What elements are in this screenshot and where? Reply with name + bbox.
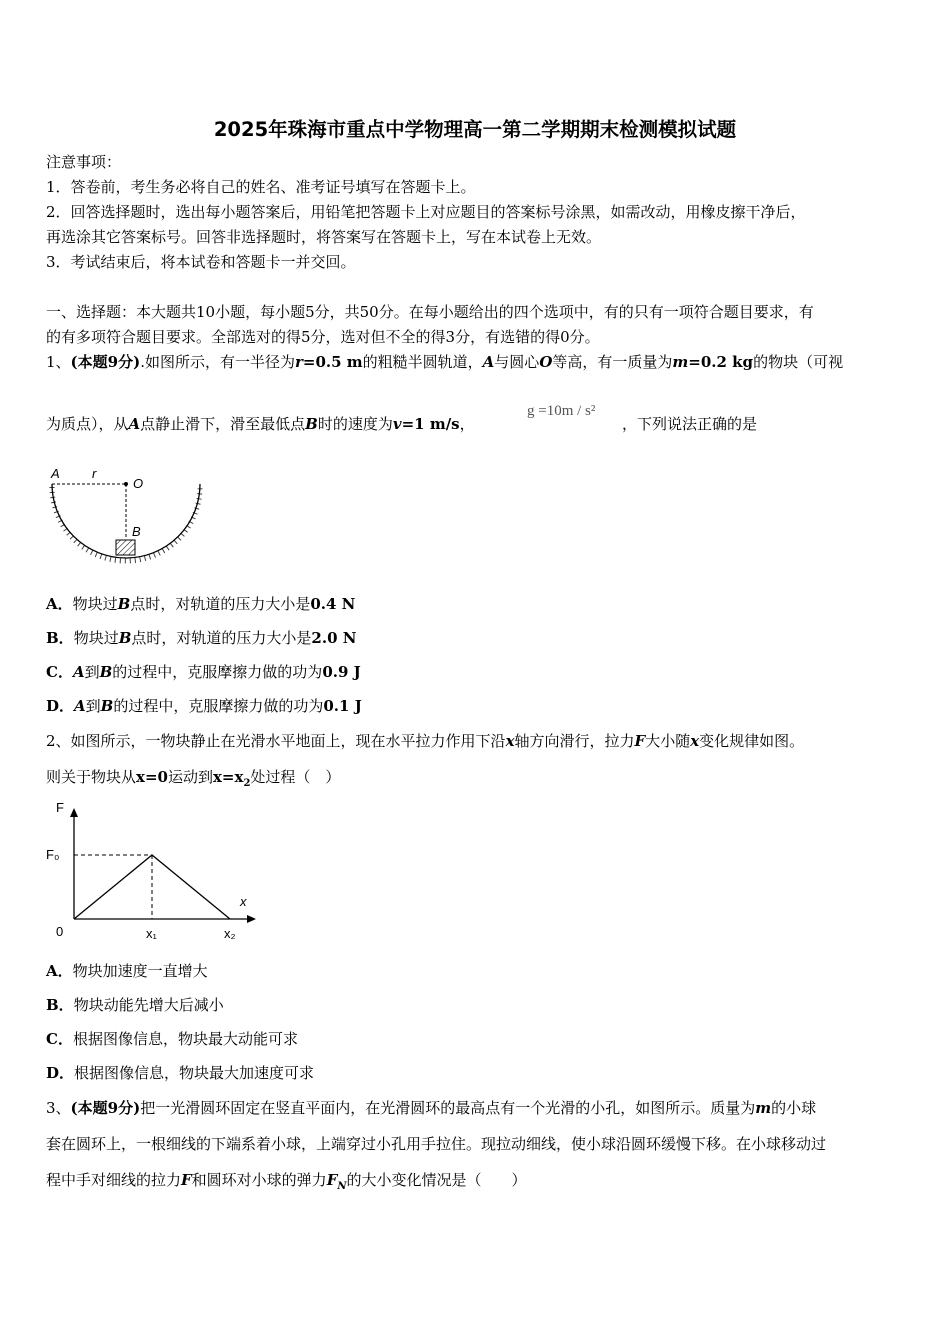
question-1-stem: 1、(本题9分).如图所示，有一半径为r=0.5 m的粗糙半圆轨道，A与圆心O等高，有一质量为m=0.2 kg的物块（可视 xyxy=(46,353,844,371)
label-r: r xyxy=(92,466,97,481)
notice-item: 再选涂其它答案标号。回答非选择题时，将答案写在答题卡上，写在本试卷上无效。 xyxy=(46,228,602,246)
option-d[interactable]: D．根据图像信息，物块最大加速度可求 xyxy=(46,1064,315,1082)
semicircle-track-figure xyxy=(40,462,220,566)
question-number: 3、 xyxy=(46,1099,71,1117)
option-d[interactable]: D．A到B的过程中，克服摩擦力做的功为0.1 J xyxy=(46,697,362,715)
notice-item: 3．考试结束后，将本试卷和答题卡一并交回。 xyxy=(46,253,356,271)
label-x2: x₂ xyxy=(224,926,236,941)
gravity-formula: g =10m / s² xyxy=(527,403,596,419)
center-point xyxy=(124,482,128,486)
question-3-stem: 3、(本题9分)把一光滑圆环固定在竖直平面内，在光滑圆环的最高点有一个光滑的小孔，如图所示。质量为m的小球 xyxy=(46,1099,817,1117)
notice-heading: 注意事项： xyxy=(46,153,122,171)
option-c[interactable]: C．A到B的过程中，克服摩擦力做的功为0.9 J xyxy=(46,663,361,681)
label-origin: 0 xyxy=(56,924,64,939)
question-1-stem-end: ，下列说法正确的是 xyxy=(622,415,758,433)
question-2-stem-cont: 则关于物块从x=0运动到$x=x_2$处过程（ ） xyxy=(46,768,341,789)
block xyxy=(116,540,135,555)
label-o: O xyxy=(133,476,144,491)
question-2-stem: 2、如图所示，一物块静止在光滑水平地面上，现在水平拉力作用下沿x轴方向滑行，拉力F大小随x变化规律如图。 xyxy=(46,732,805,750)
option-b[interactable]: B．物块过B点时，对轨道的压力大小是2.0 N xyxy=(46,629,357,647)
question-score: (本题9分) xyxy=(70,1099,141,1117)
question-number: 2、 xyxy=(46,732,71,750)
label-f0: F₀ xyxy=(46,847,60,862)
question-1-stem-cont: 为质点），从A点静止滑下，滑至最低点B时的速度为v=1 m/s， xyxy=(46,415,475,433)
option-a[interactable]: A．物块过B点时，对轨道的压力大小是0.4 N xyxy=(46,595,356,613)
option-c[interactable]: C．根据图像信息，物块最大动能可求 xyxy=(46,1030,298,1048)
option-a[interactable]: A．物块加速度一直增大 xyxy=(46,962,208,980)
notice-item: 2．回答选择题时，选出每小题答案后，用铅笔把答题卡上对应题目的答案标号涂黑，如需改动，用橡皮擦干净后， xyxy=(46,203,806,221)
option-b[interactable]: B．物块动能先增大后减小 xyxy=(46,996,224,1014)
question-number: 1、 xyxy=(46,353,71,371)
label-f: F xyxy=(56,800,64,815)
question-3-stem-end: 程中手对细线的拉力F和圆环对小球的弹力$F_N$的大小变化情况是（ ） xyxy=(46,1171,527,1192)
force-displacement-graph xyxy=(42,796,266,942)
section-instructions: 的有多项符合题目要求。全部选对的得5分，选对但不全的得3分，有选错的得0分。 xyxy=(46,328,600,346)
question-3-stem-cont: 套在圆环上，一根细线的下端系着小球，上端穿过小孔用手拉住。现拉动细线，使小球沿圆环缓慢下移。在小球移动过 xyxy=(46,1135,827,1153)
section-instructions: 一、选择题：本大题共10小题，每小题5分，共50分。在每小题给出的四个选项中，有的只有一项符合题目要求，有 xyxy=(46,303,814,321)
label-b: B xyxy=(132,524,141,539)
label-a: A xyxy=(51,466,60,481)
notice-item: 1．答卷前，考生务必将自己的姓名、准考证号填写在答题卡上。 xyxy=(46,178,476,196)
y-axis-arrow xyxy=(70,808,78,817)
label-x: x xyxy=(240,894,247,909)
x-axis-arrow xyxy=(247,915,256,923)
label-x1: x₁ xyxy=(146,926,157,941)
question-score: (本题9分) xyxy=(70,353,141,371)
page-title: 2025年珠海市重点中学物理高一第二学期期末检测模拟试题 xyxy=(213,118,737,141)
